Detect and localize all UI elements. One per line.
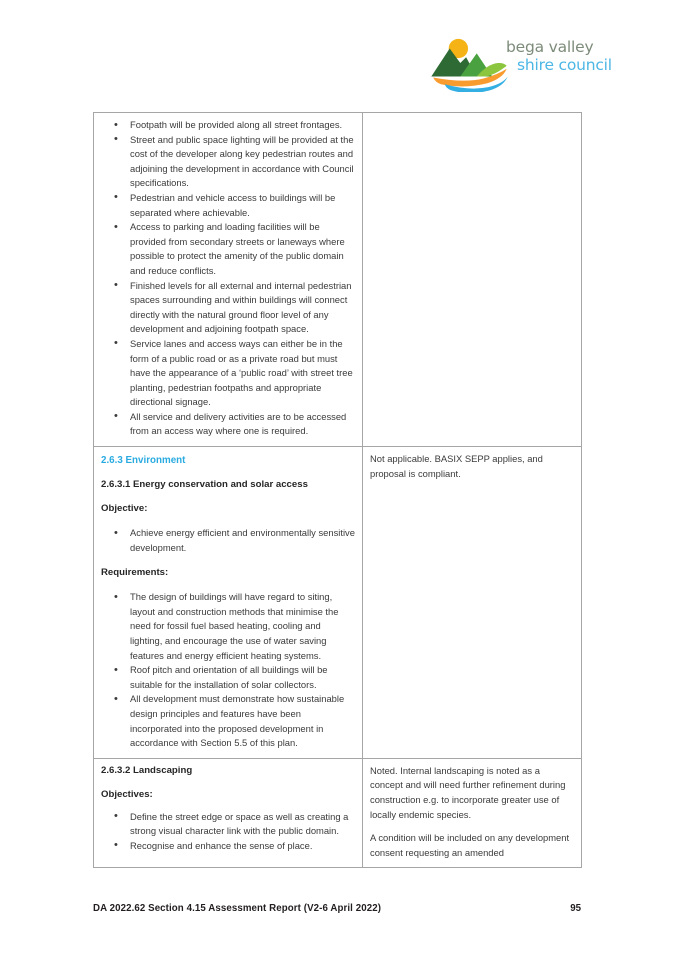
- footer-page-number: 95: [570, 903, 581, 914]
- list-item: • All development must demonstrate how sustainable design principles and features have been incorporated into the proposed development in accordance with Section 5.5 of this plan.: [101, 692, 355, 750]
- table-cell-controls: [94, 113, 363, 447]
- list-item: • Street and public space lighting will be provided at the cost of the developer along key pedestrian routes and adjoining the development in accordance with Council specifications.: [101, 133, 355, 191]
- list-item: • The design of buildings will have regard to siting, layout and construction methods that minimise the need for fossil fuel based heating, cooling and lighting, and encourage the use of water saving features and energy efficient heating systems.: [101, 590, 355, 663]
- logo-mountains-sun-icon: [430, 34, 508, 92]
- list-item: • Define the street edge or space as well as creating a strong visual character link with the public domain.: [101, 810, 355, 839]
- list-item: • Finished levels for all external and internal pedestrian spaces surrounding and within buildings will connect directly with the natural ground floor level of any development and adjoining footpath space.: [101, 279, 355, 337]
- comment-paragraph: Not applicable. BASIX SEPP applies, and proposal is compliant.: [370, 453, 543, 479]
- list-item: • Service lanes and access ways can either be in the form of a public road or as a private road but must have the appearance of a ‘public road’ with street tree planting, pedestrian footpaths and appropriate directional signage.: [101, 337, 355, 410]
- list-item: • Pedestrian and vehicle access to buildings will be separated where achievable.: [101, 191, 355, 220]
- list-item: • Recognise and enhance the sense of place.: [101, 839, 355, 854]
- assessment-table: [93, 112, 582, 868]
- logo-line-bega-valley: bega valley: [506, 38, 594, 56]
- table-cell-controls: [94, 447, 363, 759]
- section-heading: 2.6.3 Environment: [101, 455, 186, 467]
- list-item: • Achieve energy efficient and environmentally sensitive development.: [101, 526, 355, 555]
- table-cell-controls: [94, 758, 363, 868]
- table-row: [94, 758, 582, 868]
- table-cell-comment: [363, 113, 582, 447]
- bullet-list: [101, 118, 355, 439]
- table-cell-comment: [363, 447, 582, 759]
- list-item: • Access to parking and loading facilities will be provided from secondary streets or laneways where possible to protect the amenity of the public domain and reduce conflicts.: [101, 220, 355, 278]
- page-header: [430, 30, 630, 96]
- logo-wordmark: [506, 40, 634, 74]
- requirements-label: Requirements:: [101, 567, 169, 579]
- list-item: • Footpath will be provided along all street frontages.: [101, 118, 355, 133]
- table-cell-comment: [363, 758, 582, 868]
- subsection-heading: 2.6.3.2 Landscaping: [101, 764, 193, 776]
- bega-valley-shire-council-logo: [430, 30, 630, 96]
- table-row: [94, 447, 582, 759]
- requirements-bullet-list: [101, 590, 355, 751]
- page-footer: [93, 903, 581, 914]
- objectives-label: Objectives:: [101, 788, 153, 800]
- objective-bullet-list: [101, 526, 355, 555]
- comment-paragraph: A condition will be included on any development consent requesting an amended: [370, 832, 570, 858]
- objective-label: Objective:: [101, 503, 148, 515]
- comment-paragraph: Noted. Internal landscaping is noted as a concept and will need further refinement during construction e.g. to incorporate greater use of locally endemic species.: [370, 764, 566, 820]
- objectives-bullet-list: [101, 810, 355, 854]
- spacer: [101, 555, 355, 566]
- table-row: [94, 113, 582, 447]
- logo-line-shire-council: shire council: [517, 55, 612, 74]
- list-item: • All service and delivery activities are to be accessed from an access way where one is required.: [101, 410, 355, 439]
- list-item: • Roof pitch and orientation of all buildings will be suitable for the installation of solar collectors.: [101, 663, 355, 692]
- footer-document-title: DA 2022.62 Section 4.15 Assessment Report (V2-6 April 2022): [93, 903, 382, 914]
- subsection-heading: 2.6.3.1 Energy conservation and solar access: [101, 479, 308, 491]
